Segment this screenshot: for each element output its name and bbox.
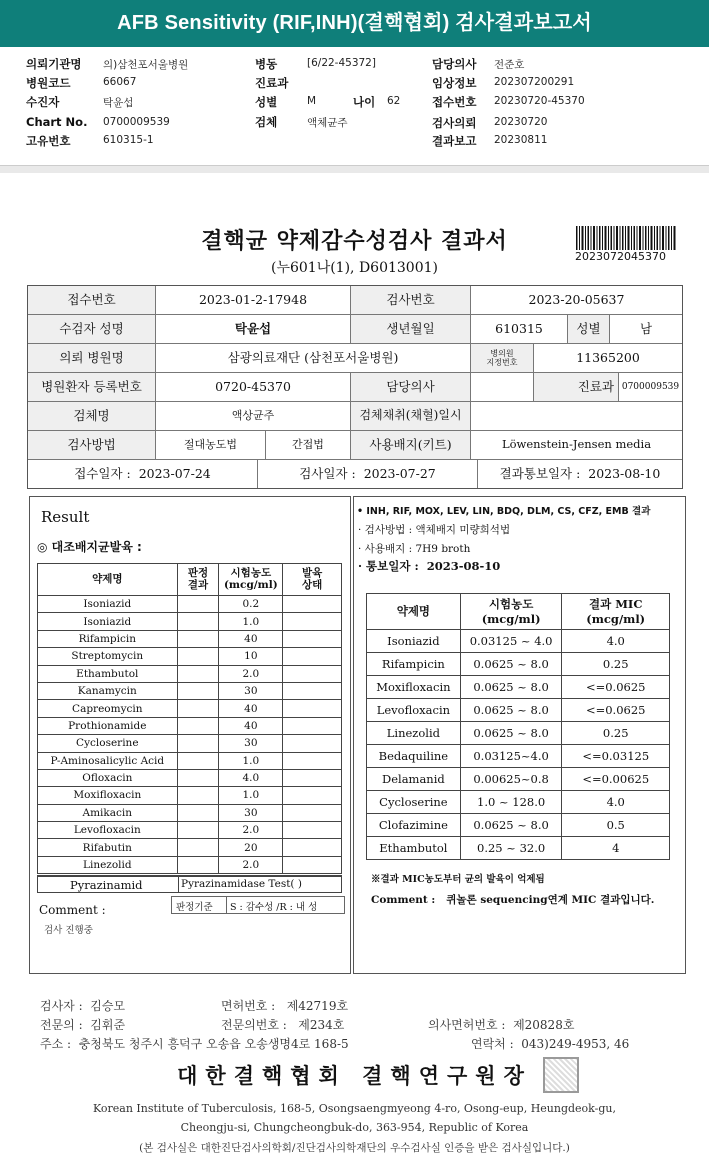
document-subtitle: (누601나(1), D6013001) [270, 260, 438, 276]
mic-table [366, 593, 670, 860]
organization-name: 대한결핵협회 결핵연구원장 [177, 1063, 532, 1088]
concentration-range: 0.0625 ~ 8.0 [460, 676, 562, 699]
drug-list: • INH, RIF, MOX, LEV, LIN, BDQ, DLM, CS, CFZ, EMB 결과 [357, 506, 651, 517]
notify-label: · 통보일자 : [358, 559, 419, 573]
info-value: 절대농도법 [156, 431, 266, 460]
concentration: 2.0 [219, 822, 283, 839]
col-header-concentration: 시험농도 (mcg/ml) [219, 564, 283, 596]
header-label: 병원코드 [26, 76, 71, 90]
table-row [367, 837, 670, 860]
drug-name: Pyrazinamid [70, 878, 143, 892]
table-row [38, 856, 342, 873]
table-row [367, 676, 670, 699]
concentration: 0.2 [219, 596, 283, 613]
info-label: 검사번호 [351, 286, 471, 315]
concentration: 1.0 [219, 613, 283, 630]
info-value [471, 373, 534, 402]
concentration: 1.0 [219, 787, 283, 804]
specialist-label: 전문의 : [40, 1018, 83, 1032]
table-row [367, 630, 670, 653]
judgement [177, 682, 219, 699]
header-label: 접수번호 [432, 95, 477, 109]
concentration: 30 [219, 735, 283, 752]
header-value: 202307200291 [494, 76, 575, 88]
header-label: 검사의뢰 [432, 116, 477, 130]
doctor-license-line [428, 1016, 574, 1033]
growth [283, 839, 342, 856]
info-value: 11365200 [534, 344, 682, 373]
info-date [28, 460, 258, 488]
concentration-range: 0.00625~0.8 [460, 768, 562, 791]
concentration: 40 [219, 717, 283, 734]
english-address-2: Cheongju-si, Chungcheongbuk-do, 363-954, Republic of Korea [180, 1121, 529, 1134]
pyrazinamidase-test: Pyrazinamidase Test( ) [181, 878, 302, 890]
table-row [38, 804, 342, 821]
header-label: 의뢰기관명 [26, 57, 82, 71]
comment-text: 검사 진행중 [44, 925, 93, 936]
table-row [367, 722, 670, 745]
concentration-range: 0.0625 ~ 8.0 [460, 699, 562, 722]
drug-name: Kanamycin [38, 682, 178, 699]
growth [283, 787, 342, 804]
info-value: 간접법 [266, 431, 351, 460]
contact-number: 043)249-4953, 46 [521, 1037, 630, 1051]
comment-text: 퀴놀론 sequencing연계 MIC 결과입니다. [446, 894, 655, 906]
table-row [38, 648, 342, 665]
col-header-drug: 약제명 [367, 594, 461, 630]
header-value: 66067 [103, 76, 137, 88]
contact-label: 연락처 : [471, 1037, 514, 1051]
tester-label: 검사자 : [40, 999, 83, 1013]
concentration: 10 [219, 648, 283, 665]
table-row [38, 717, 342, 734]
right-comment [371, 892, 654, 907]
header-value: 탁윤섭 [103, 97, 134, 109]
drug-name: Isoniazid [367, 630, 461, 653]
growth-label: ◎ 대조배지균발육 : [37, 540, 142, 554]
doctor-license-number: 제20828호 [513, 1018, 575, 1032]
concentration: 20 [219, 839, 283, 856]
certification-note: (본 검사실은 대한진단검사의학회/진단검사의학재단의 우수검사실 인증을 받은 검사실입니다.) [139, 1142, 570, 1154]
criteria-label: 판정기준 [176, 902, 213, 913]
info-label: 결과통보일자 : [499, 465, 581, 481]
tester-line [40, 997, 125, 1014]
info-label: 의뢰 병원명 [28, 344, 156, 373]
drug-name: Moxifloxacin [38, 787, 178, 804]
growth [283, 596, 342, 613]
header-label: 검체 [255, 115, 278, 129]
drug-name: Delamanid [367, 768, 461, 791]
info-label: 접수일자 : [74, 465, 131, 481]
header-value: M [307, 95, 317, 107]
info-label: 검사일자 : [299, 465, 356, 481]
drug-name: Ethambutol [38, 665, 178, 682]
header-value: 0700009539 [103, 116, 170, 128]
specialist-no-label: 전문의번호 : [221, 1018, 287, 1032]
info-label: 성별 [568, 315, 610, 344]
info-value [471, 402, 682, 431]
growth [283, 630, 342, 647]
info-label: 진료과 [534, 373, 619, 402]
info-value: 탁윤섭 [156, 315, 351, 344]
table-row [367, 814, 670, 837]
mic-result: 4.0 [562, 791, 670, 814]
header-value: 20230720-45370 [494, 95, 585, 107]
col-header-drug: 약제명 [38, 564, 178, 596]
header-value: 액체균주 [307, 117, 348, 129]
info-value: 2023-07-27 [363, 465, 436, 481]
specialist-name: 김휘준 [90, 1018, 126, 1032]
concentration-range: 0.25 ~ 32.0 [460, 837, 562, 860]
info-label: 담당의사 [351, 373, 471, 402]
growth [283, 804, 342, 821]
concentration: 2.0 [219, 665, 283, 682]
judgement [177, 700, 219, 717]
col-header-growth: 발육 상태 [283, 564, 342, 596]
method-line: · 검사방법 : 액체배지 미량희석법 [358, 524, 511, 536]
growth [283, 648, 342, 665]
drug-name: Moxifloxacin [367, 676, 461, 699]
header-value: [6/22-45372] [307, 57, 376, 69]
info-label: 생년월일 [351, 315, 471, 344]
contact-line [471, 1035, 629, 1052]
growth [283, 856, 342, 873]
mic-result: <=0.00625 [562, 768, 670, 791]
drug-name: Rifampicin [38, 630, 178, 647]
drug-name: Levofloxacin [38, 822, 178, 839]
address-text: 충청북도 청주시 흥덕구 오송읍 오송생명4로 168-5 [78, 1037, 349, 1051]
info-value: 0720-45370 [156, 373, 351, 402]
info-label: 접수번호 [28, 286, 156, 315]
header-value: 62 [387, 95, 401, 107]
judgement [177, 717, 219, 734]
table-row [367, 745, 670, 768]
growth [283, 769, 342, 786]
drug-name: Clofazimine [367, 814, 461, 837]
judgement [177, 769, 219, 786]
drug-name: Cycloserine [38, 735, 178, 752]
concentration: 1.0 [219, 752, 283, 769]
judgement [177, 665, 219, 682]
license-line [221, 997, 348, 1014]
header-label: 나이 [353, 95, 376, 109]
info-label: 검체명 [28, 402, 156, 431]
judgement [177, 596, 219, 613]
license-number: 제42719호 [286, 999, 349, 1013]
growth [283, 735, 342, 752]
growth [283, 752, 342, 769]
info-label: 검체채취(채혈)일시 [351, 402, 471, 431]
drug-name: Amikacin [38, 804, 178, 821]
growth [283, 700, 342, 717]
table-row [38, 752, 342, 769]
mic-note: ※결과 MIC농도부터 균의 발육이 억제됨 [371, 874, 545, 885]
col-header-mic: 결과 MIC (mcg/ml) [562, 594, 670, 630]
table-row [367, 653, 670, 676]
table-row [38, 665, 342, 682]
table-row [38, 787, 342, 804]
growth [283, 822, 342, 839]
drug-name: Cycloserine [367, 791, 461, 814]
drug-name: Ofloxacin [38, 769, 178, 786]
address-label: 주소 : [40, 1037, 72, 1051]
comment-label: Comment : [39, 903, 106, 917]
header-value: 20230720 [494, 116, 548, 128]
info-label-line: 지정번호 [486, 358, 518, 367]
concentration-range: 0.0625 ~ 8.0 [460, 814, 562, 837]
header-value: 의)삼천포서울병원 [103, 59, 189, 71]
specialist-no-line [221, 1016, 344, 1033]
concentration: 30 [219, 682, 283, 699]
header-label: 고유번호 [26, 134, 71, 148]
header-label: 담당의사 [432, 57, 477, 71]
mic-result: <=0.03125 [562, 745, 670, 768]
address-line [40, 1035, 349, 1052]
drug-name: Rifabutin [38, 839, 178, 856]
concentration-range: 0.03125 ~ 4.0 [460, 630, 562, 653]
header-label: 수진자 [26, 95, 60, 109]
license-label: 면허번호 : [221, 999, 276, 1013]
mic-result: <=0.0625 [562, 699, 670, 722]
comment-label: Comment : [371, 894, 436, 906]
header-value: 20230811 [494, 134, 548, 146]
judgement [177, 856, 219, 873]
mic-result: 0.25 [562, 653, 670, 676]
info-label: 수검자 성명 [28, 315, 156, 344]
medium-line: · 사용배지 : 7H9 broth [358, 543, 471, 555]
info-value: 남 [610, 315, 682, 344]
header-label: 임상정보 [432, 76, 477, 90]
barcode-icon [576, 226, 676, 250]
growth [283, 613, 342, 630]
header-label: 진료과 [255, 76, 289, 90]
header-label: 결과보고 [432, 134, 477, 148]
table-row [38, 630, 342, 647]
table-row [38, 769, 342, 786]
info-label: 병원환자 등록번호 [28, 373, 156, 402]
concentration-range: 0.0625 ~ 8.0 [460, 653, 562, 676]
drug-name: Levofloxacin [367, 699, 461, 722]
table-row [38, 700, 342, 717]
table-header-row [38, 564, 342, 596]
col-header-judgement: 판정 결과 [177, 564, 219, 596]
info-value: 2023-20-05637 [471, 286, 682, 315]
drug-name: Rifampicin [367, 653, 461, 676]
info-value: 액상균주 [156, 402, 351, 431]
judgement [177, 822, 219, 839]
mic-result: 0.25 [562, 722, 670, 745]
concentration: 40 [219, 700, 283, 717]
concentration-range: 1.0 ~ 128.0 [460, 791, 562, 814]
header-value: 전준호 [494, 59, 525, 71]
info-value: 2023-07-24 [138, 465, 211, 481]
table-row [367, 768, 670, 791]
notify-line [358, 558, 500, 574]
info-label-line: 병의원 [490, 348, 514, 358]
table-row [38, 613, 342, 630]
table-row [38, 822, 342, 839]
info-value: 2023-08-10 [588, 465, 661, 481]
judgement [177, 735, 219, 752]
concentration: 2.0 [219, 856, 283, 873]
info-label: 검사방법 [28, 431, 156, 460]
drug-name: Bedaquiline [367, 745, 461, 768]
drug-name: Isoniazid [38, 596, 178, 613]
table-row [367, 791, 670, 814]
col-header-range: 시험농도 (mcg/ml) [460, 594, 562, 630]
specialist-number: 제234호 [298, 1018, 345, 1032]
info-value: Löwenstein-Jensen media [471, 431, 682, 460]
pyrazinamid-row [37, 875, 342, 893]
judgement [177, 630, 219, 647]
drug-name: Linezolid [367, 722, 461, 745]
drug-name: Streptomycin [38, 648, 178, 665]
concentration: 30 [219, 804, 283, 821]
table-row [38, 735, 342, 752]
table-row [38, 839, 342, 856]
concentration-range: 0.03125~4.0 [460, 745, 562, 768]
drug-name: Isoniazid [38, 613, 178, 630]
info-value: 0700009539 [619, 373, 682, 402]
info-value: 2023-01-2-17948 [156, 286, 351, 315]
judgement [177, 613, 219, 630]
document-title: 결핵균 약제감수성검사 결과서 [201, 228, 508, 254]
table-row [367, 699, 670, 722]
info-label: 사용배지(키트) [351, 431, 471, 460]
drug-name: Linezolid [38, 856, 178, 873]
left-drug-table [37, 563, 342, 874]
english-address-1: Korean Institute of Tuberculosis, 168-5, Osongsaengmyeong 4-ro, Osong-eup, Heungdeok-gu, [92, 1102, 616, 1115]
report-header [0, 47, 709, 167]
drug-name: Ethambutol [367, 837, 461, 860]
concentration: 40 [219, 630, 283, 647]
header-separator [0, 165, 709, 173]
criteria-value: S : 감수성 /R : 내 성 [230, 902, 318, 913]
growth [283, 717, 342, 734]
mic-result: 4.0 [562, 630, 670, 653]
concentration-range: 0.0625 ~ 8.0 [460, 722, 562, 745]
concentration: 4.0 [219, 769, 283, 786]
table-header-row [367, 594, 670, 630]
drug-name: Capreomycin [38, 700, 178, 717]
info-date [258, 460, 478, 488]
judgement [177, 648, 219, 665]
judgement [177, 787, 219, 804]
doctor-license-label: 의사면허번호 : [428, 1018, 506, 1032]
criteria-legend [171, 896, 345, 914]
specialist-line [40, 1016, 125, 1033]
official-seal-icon [543, 1057, 579, 1093]
table-row [38, 682, 342, 699]
mic-result: <=0.0625 [562, 676, 670, 699]
mic-result: 0.5 [562, 814, 670, 837]
drug-name: Prothionamide [38, 717, 178, 734]
header-value: 610315-1 [103, 134, 154, 146]
judgement [177, 804, 219, 821]
judgement [177, 752, 219, 769]
mic-result: 4 [562, 837, 670, 860]
header-label: Chart No. [26, 115, 88, 129]
header-label: 성별 [255, 95, 278, 109]
drug-name: P-Aminosalicylic Acid [38, 752, 178, 769]
info-label [471, 344, 534, 373]
barcode-number: 2023072045370 [575, 250, 666, 263]
info-value: 삼광의료재단 (삼천포서울병원) [156, 344, 471, 373]
table-row [38, 596, 342, 613]
tester-name: 김승모 [90, 999, 126, 1013]
report-title-bar: AFB Sensitivity (RIF,INH)(결핵협회) 검사결과보고서 [0, 0, 709, 47]
judgement [177, 839, 219, 856]
info-date [478, 460, 682, 488]
header-label: 병동 [255, 57, 278, 71]
info-value: 610315 [471, 315, 568, 344]
notify-date: 2023-08-10 [426, 559, 501, 573]
growth [283, 682, 342, 699]
result-label: Result [41, 508, 90, 526]
patient-info-table [27, 285, 683, 489]
growth [283, 665, 342, 682]
